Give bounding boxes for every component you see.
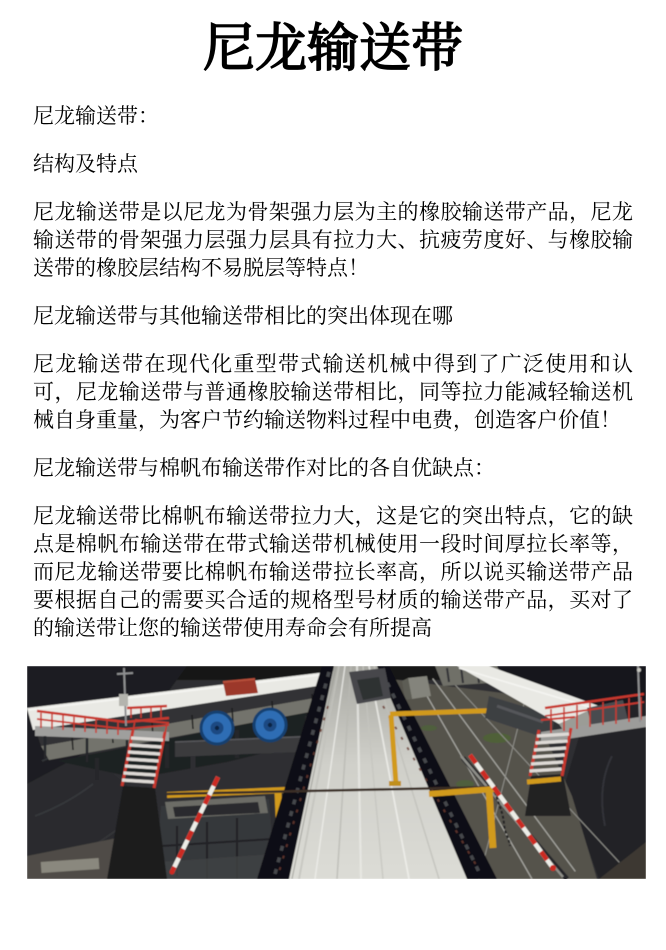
paragraph-compare-heading: 尼龙输送带与其他输送带相比的突出体现在哪 bbox=[33, 304, 453, 328]
article-page bbox=[0, 20, 666, 879]
paragraph-structure-detail: 尼龙输送带是以尼龙为骨架强力层为主的橡胶输送带产品，尼龙输送带的骨架强力层强力层具有拉力大、抗疲劳度好、与橡胶输送带的橡胶层结构不易脱层等特点！ bbox=[33, 200, 633, 280]
conveyor-photo-illustration bbox=[27, 666, 646, 879]
paragraph-canvas-heading: 尼龙输送带与棉帆布输送带作对比的各自优缺点： bbox=[33, 456, 495, 480]
paragraph-compare-detail: 尼龙输送带在现代化重型带式输送机械中得到了广泛使用和认可，尼龙输送带与普通橡胶输送带相比，同等拉力能减轻输送机械自身重量，为客户节约输送物料过程中电费，创造客户价值！ bbox=[33, 352, 633, 432]
conveyor-photo bbox=[27, 666, 646, 879]
article-body bbox=[0, 103, 666, 879]
paragraph-lead: 尼龙输送带： bbox=[33, 104, 159, 128]
paragraph-structure-heading: 结构及特点 bbox=[33, 152, 138, 176]
paragraph-canvas-detail: 尼龙输送带比棉帆布输送带拉力大，这是它的突出特点，它的缺点是棉帆布输送带在带式输送带机械使用一段时间厚拉长率等，而尼龙输送带要比棉帆布输送带拉长率高，所以说买输送带产品要根据自己的需要买合适的规格型号材质的输送带产品，买对了的输送带让您的输送带使用寿命会有所提高 bbox=[33, 504, 633, 640]
page-title: 尼龙输送带 bbox=[202, 20, 463, 78]
